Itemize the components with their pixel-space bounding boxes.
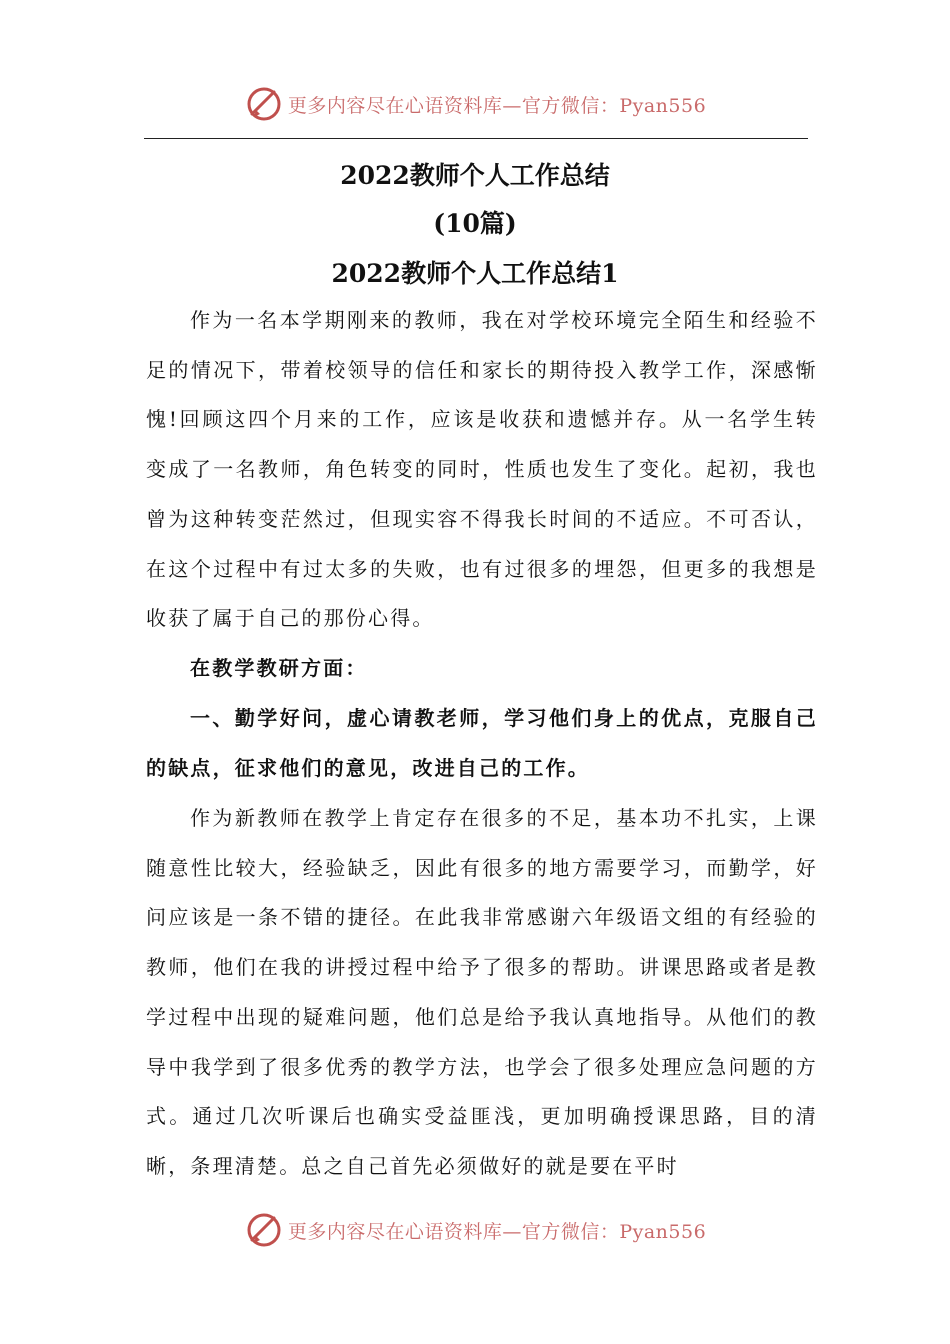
document-subtitle: (10篇) (433, 209, 517, 238)
heading-point-one: 一、勤学好问，虚心请教老师，学习他们身上的优点，克服自己的缺点，征求他们的意见，改进自己的工作。 (146, 706, 818, 780)
section-title: 2022教师个人工作总结1 (331, 259, 619, 288)
header-watermark (0, 80, 950, 128)
footer-watermark-text: 更多内容尽在心语资料库—官方微信：Pyan556 (287, 1220, 707, 1243)
pen-logo-icon (244, 1210, 284, 1250)
document-title: 2022教师个人工作总结 (340, 161, 610, 190)
header-divider (144, 138, 808, 139)
header-watermark-text: 更多内容尽在心语资料库—官方微信：Pyan556 (287, 94, 707, 117)
heading-teaching: 在教学教研方面： (190, 656, 368, 680)
pen-logo-icon (244, 84, 284, 124)
paragraph-point-one: 作为新教师在教学上肯定存在很多的不足，基本功不扎实，上课随意性比较大，经验缺乏，因此有很多的地方需要学习，而勤学，好问应该是一条不错的捷径。在此我非常感谢六年级语文组的有经验的教师，他们在我的讲授过程中给予了很多的帮助。讲课思路或者是教学过程中出现的疑难问题，他们总是给予我认真地指导。从他们的教导中我学到了很多优秀的教学方法，也学会了很多处理应急问题的方式。通过几次听课后也确实受益匪浅，更加明确授课思路，目的清晰，条理清楚。总之自己首先必须做好的就是要在平时 (146, 806, 818, 1178)
footer-watermark (0, 1206, 950, 1254)
paragraph-intro: 作为一名本学期刚来的教师，我在对学校环境完全陌生和经验不足的情况下，带着校领导的信任和家长的期待投入教学工作，深感惭愧!回顾这四个月来的工作，应该是收获和遗憾并存。从一名学生转变成了一名教师，角色转变的同时，性质也发生了变化。起初，我也曾为这种转变茫然过，但现实容不得我长时间的不适应。不可否认，在这个过程中有过太多的失败，也有过很多的埋怨，但更多的我想是收获了属于自己的那份心得。 (146, 308, 818, 631)
